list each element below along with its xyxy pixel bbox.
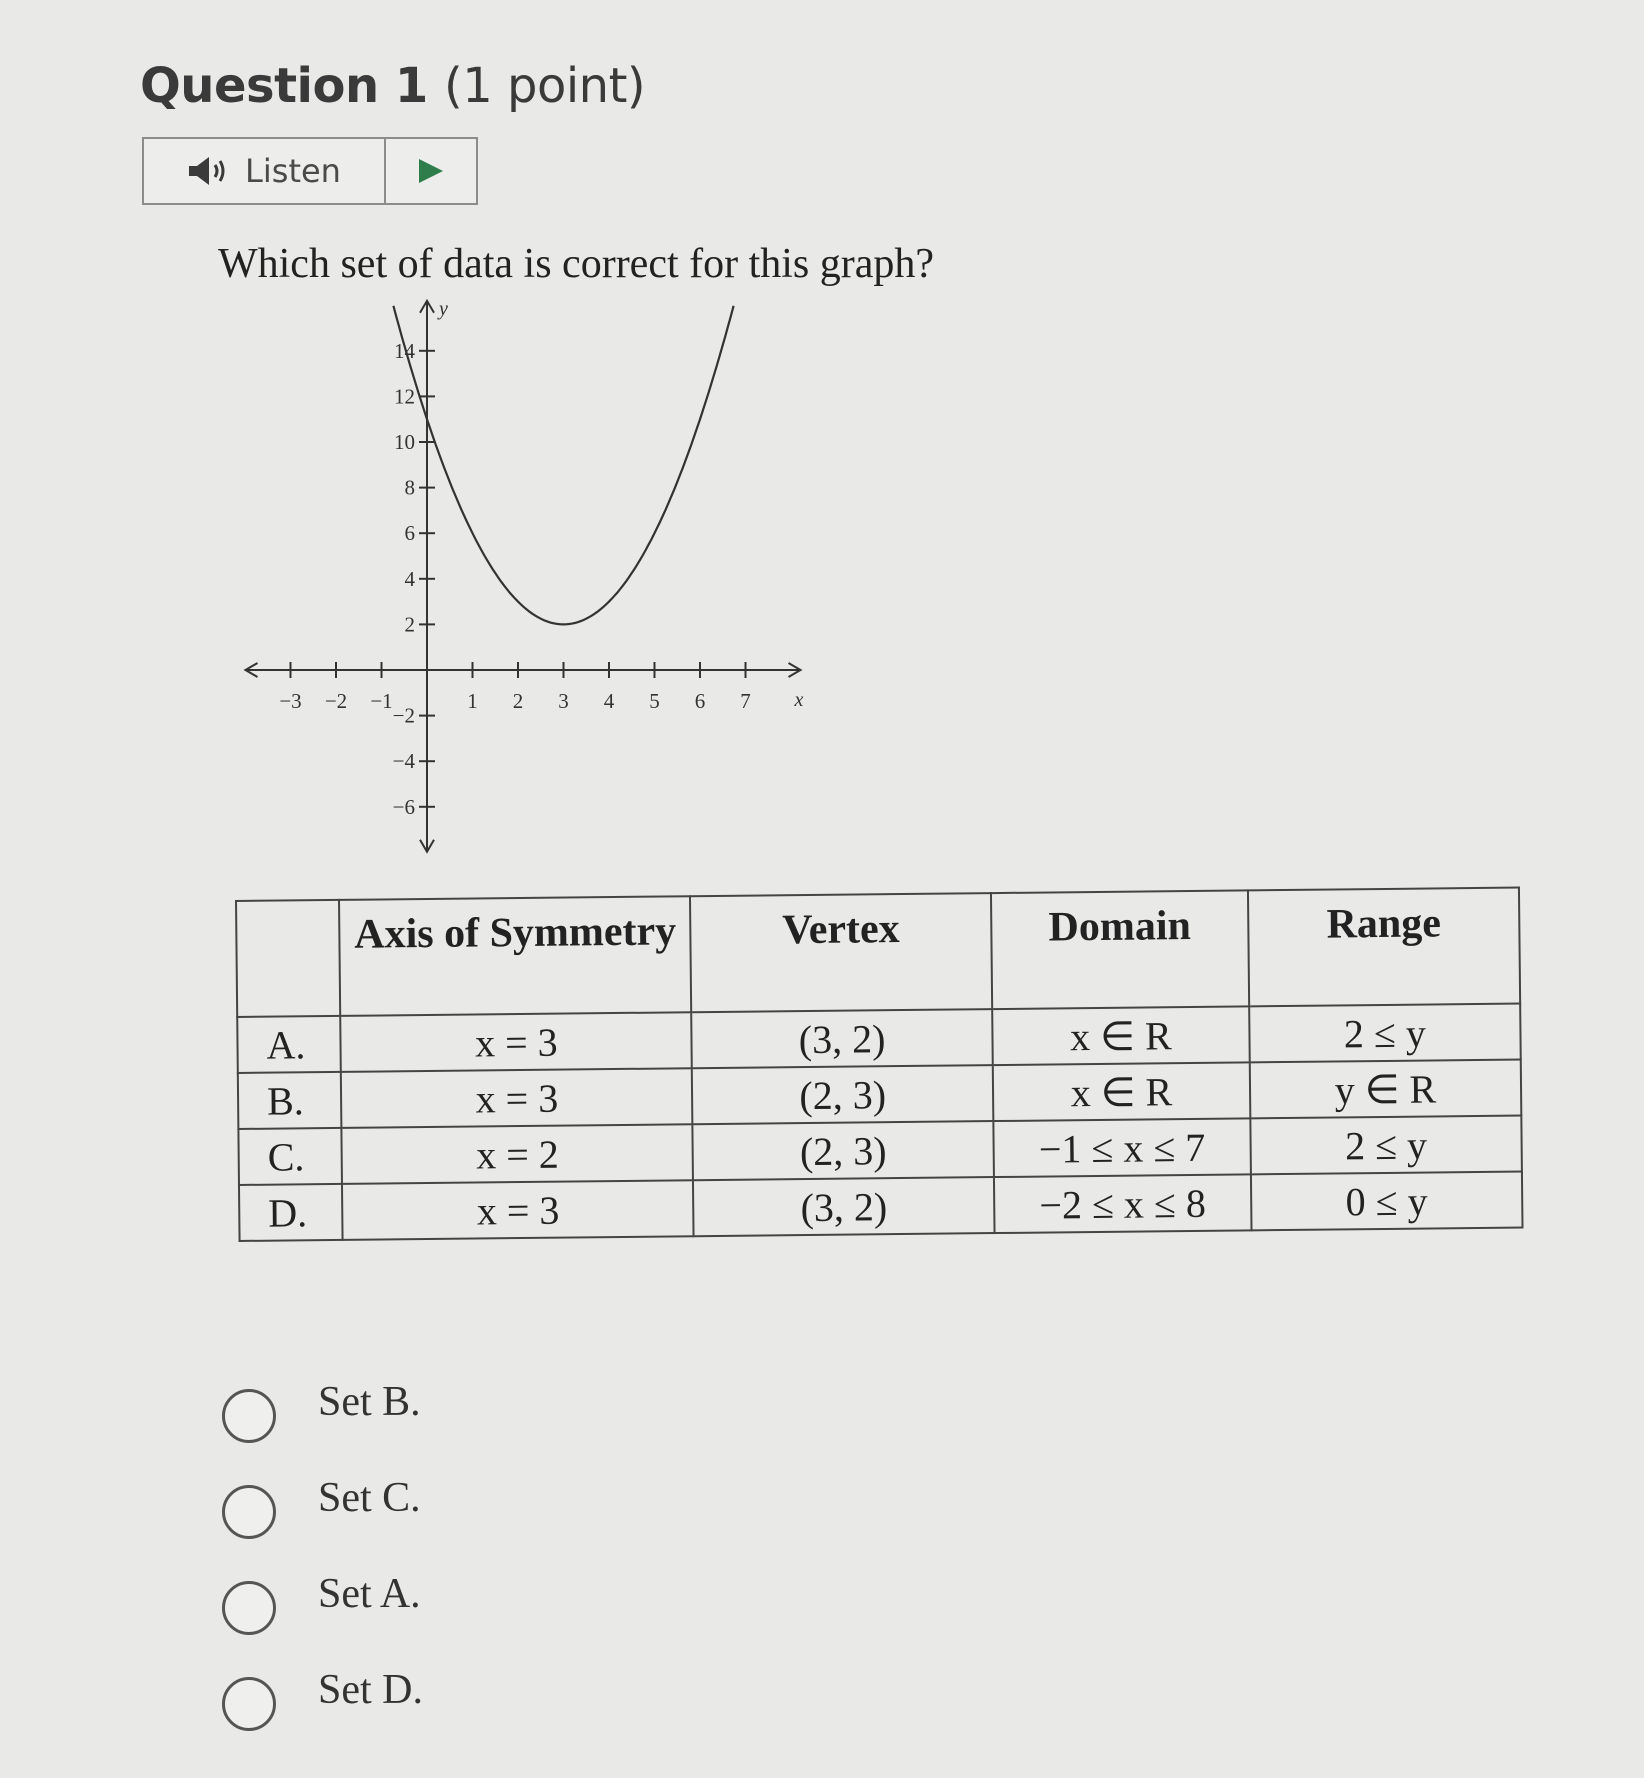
x-tick-label: 5: [649, 689, 660, 713]
choice-label: Set D.: [318, 1667, 423, 1713]
table-cell: C.: [238, 1128, 342, 1185]
x-tick-label: −3: [279, 689, 302, 713]
y-tick-label: −2: [392, 703, 415, 728]
x-tick-label: −1: [370, 689, 393, 713]
listen-button[interactable]: [144, 139, 386, 203]
y-tick-label: −6: [392, 794, 415, 819]
table-cell: x ∈ R: [993, 1062, 1250, 1121]
table-cell: 2 ≤ y: [1250, 1116, 1522, 1175]
y-tick-label: 8: [404, 475, 415, 500]
x-tick-label: 3: [558, 689, 569, 713]
table-cell: (3, 2): [693, 1177, 994, 1236]
x-tick-label: 4: [603, 689, 615, 713]
x-tick-label: 7: [740, 689, 751, 713]
speaker-icon: [187, 154, 231, 188]
table-cell: D.: [239, 1184, 343, 1241]
choice-label: Set B.: [318, 1379, 421, 1425]
y-tick-label: 4: [404, 566, 415, 591]
table-cell: −1 ≤ x ≤ 7: [993, 1118, 1250, 1177]
parabola-graph: [220, 285, 820, 875]
table-cell: −2 ≤ x ≤ 8: [994, 1174, 1251, 1233]
parabola-curve: [393, 306, 733, 625]
y-tick-label: 10: [394, 430, 415, 454]
y-tick-label: 14: [394, 338, 415, 363]
x-tick-label: 6: [694, 689, 706, 713]
y-tick-label: 12: [394, 384, 415, 409]
table-cell: (3, 2): [692, 1009, 993, 1068]
choice-set-b[interactable]: [222, 1368, 423, 1464]
radio-button[interactable]: [222, 1677, 276, 1731]
question-points: (1 point): [443, 58, 646, 114]
y-tick-label: 6: [404, 521, 415, 546]
listen-label: Listen: [245, 152, 341, 190]
table-cell: y ∈ R: [1250, 1060, 1522, 1119]
x-axis-label: x: [794, 689, 804, 711]
page-title: [140, 58, 645, 114]
table-cell: (2, 3): [692, 1065, 993, 1124]
table-header-cell: Axis of Symmetry: [339, 896, 691, 1016]
table-header-cell: Domain: [991, 890, 1249, 1009]
table-cell: 0 ≤ y: [1251, 1172, 1523, 1231]
table-header-cell: Range: [1248, 888, 1520, 1007]
y-tick-label: −4: [392, 749, 415, 774]
table-cell: x = 3: [342, 1180, 694, 1240]
table-cell: x = 3: [341, 1012, 693, 1072]
table-cell: x ∈ R: [992, 1006, 1249, 1065]
question-title: Question 1: [140, 58, 428, 114]
choice-label: Set A.: [318, 1571, 421, 1617]
table-row: [239, 1172, 1523, 1241]
table-header-cell: [236, 900, 341, 1017]
y-axis-label: y: [439, 297, 448, 320]
table-cell: A.: [237, 1016, 341, 1073]
radio-button[interactable]: [222, 1581, 276, 1635]
table-cell: x = 2: [342, 1124, 694, 1184]
question-prompt: Which set of data is correct for this graph?: [218, 241, 935, 287]
table-header-row: [236, 888, 1520, 1017]
radio-button[interactable]: [222, 1389, 276, 1443]
data-table: [235, 887, 1524, 1242]
x-tick-label: −2: [324, 689, 348, 713]
y-tick-label: 2: [404, 612, 415, 637]
choice-set-c[interactable]: [222, 1464, 423, 1560]
listen-widget: [142, 137, 478, 205]
x-tick-label: 1: [467, 689, 478, 713]
play-icon: [416, 156, 446, 186]
answer-choices: [222, 1368, 423, 1752]
table-header-cell: Vertex: [690, 893, 992, 1012]
choice-set-a[interactable]: [222, 1560, 423, 1656]
table-cell: B.: [238, 1072, 342, 1129]
choice-set-d[interactable]: [222, 1656, 423, 1752]
x-tick-label: 2: [512, 689, 524, 713]
table-cell: (2, 3): [693, 1121, 994, 1180]
choice-label: Set C.: [318, 1475, 421, 1521]
table-cell: x = 3: [341, 1068, 693, 1128]
play-button[interactable]: [386, 139, 476, 203]
radio-button[interactable]: [222, 1485, 276, 1539]
table-cell: 2 ≤ y: [1249, 1004, 1521, 1063]
